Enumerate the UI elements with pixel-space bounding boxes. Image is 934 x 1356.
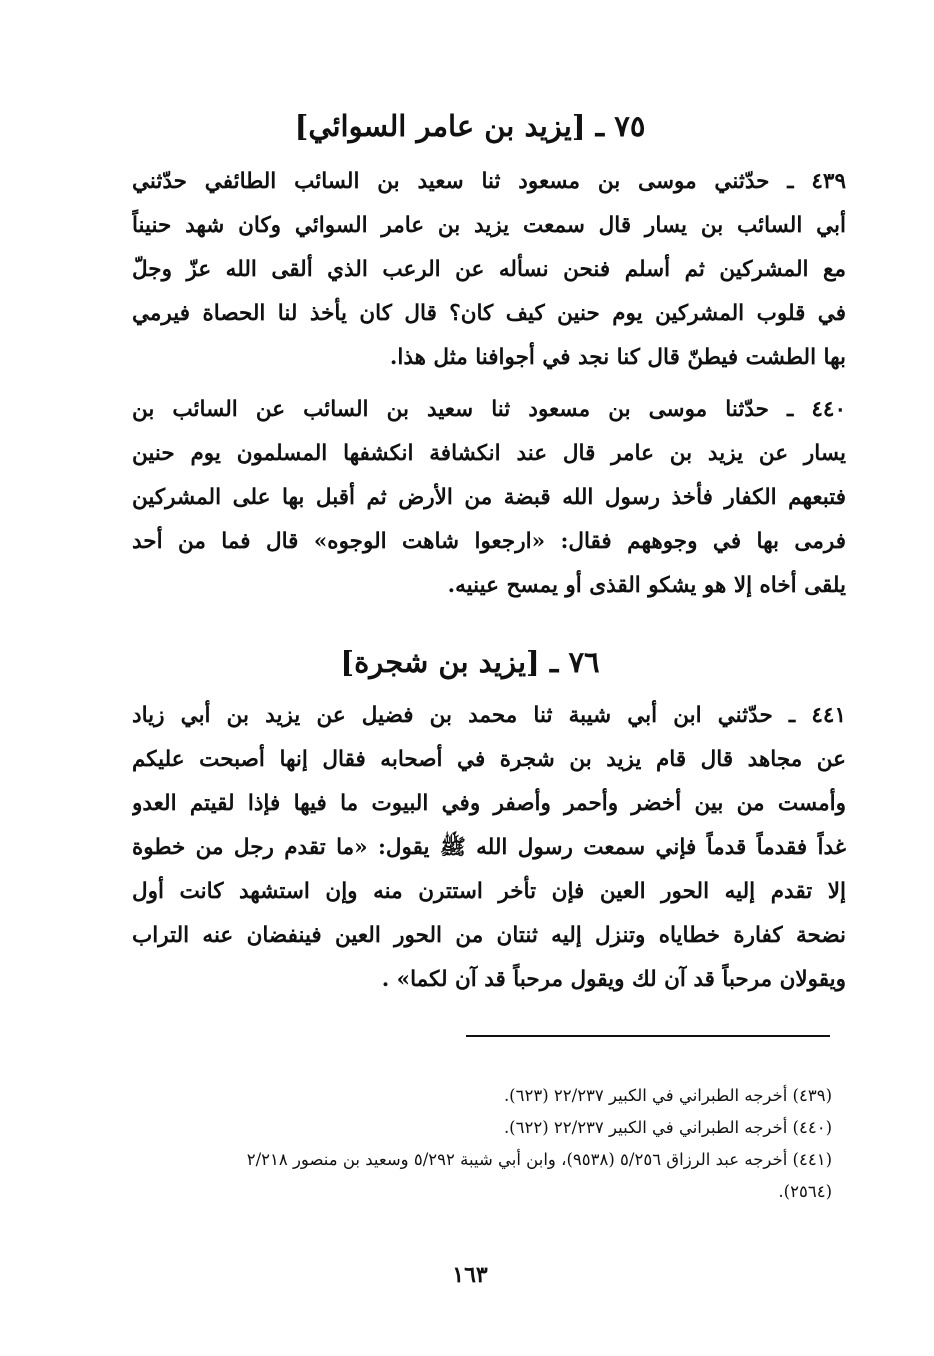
page-number: ١٦٣ <box>452 1262 488 1288</box>
hadith-paragraph <box>132 694 846 1002</box>
footnote: (٤٤١) أخرجه عبد الرزاق ٥/٢٥٦ (٩٥٣٨)، وابن أبي شيبة ٥/٢٩٢ وسعيد بن منصور ٢/٢١٨ <box>246 1150 832 1169</box>
text-line: إلا تقدم إليه الحور العين فإن تأخر استترن منه وإن استشهد كانت أول <box>132 879 846 904</box>
text-line: وأمست من بين أخضر وأحمر وأصفر وفي البيوت ما فيها فإذا لقيتم العدو <box>132 791 846 816</box>
text-line: فتبعهم الكفار فأخذ رسول الله قبضة من الأرض ثم أقبل بها على المشركين <box>132 485 846 510</box>
text-line: ويقولان مرحباً قد آن لك ويقول مرحباً قد آن لكما» . <box>381 967 846 992</box>
footnote: (٤٣٩) أخرجه الطبراني في الكبير ٢٢/٢٣٧ (٦٢٣). <box>503 1086 832 1105</box>
text-line: فرمى بها في وجوههم فقال: «ارجعوا شاهت الوجوه» قال فما من أحد <box>132 529 846 554</box>
hadith-paragraph <box>132 388 846 608</box>
text-line: عن مجاهد قال قام يزيد بن شجرة في أصحابه فقال إنها أصبحت عليكم <box>132 747 846 772</box>
text-line: أبي السائب بن يسار قال سمعت يزيد بن عامر السوائي وكان شهد حنيناً <box>132 213 846 238</box>
text-line: يلقى أخاه إلا هو يشكو القذى أو يمسح عينيه. <box>447 573 846 598</box>
footnote: (٢٥٦٤). <box>778 1182 832 1201</box>
footnote-separator <box>466 1035 830 1037</box>
hadith-paragraph <box>132 160 846 380</box>
section-heading: ٧٥ ـ [يزيد بن عامر السوائي] <box>294 109 646 143</box>
text-line: ٤٤٠ ـ حدّثنا موسى بن مسعود ثنا سعيد بن السائب عن السائب بن <box>132 397 846 422</box>
text-line: ٤٣٩ ـ حدّثني موسى بن مسعود ثنا سعيد بن السائب الطائفي حدّثني <box>132 169 846 194</box>
text-line: غداً فقدماً قدماً فإني سمعت رسول الله ﷺ يقول: «ما تقدم رجل من خطوة <box>132 835 846 860</box>
text-line: بها الطشت فيطنّ قال كنا نجد في أجوافنا مثل هذا. <box>389 345 846 370</box>
section-heading: ٧٦ ـ [يزيد بن شجرة] <box>340 645 600 679</box>
text-line: ٤٤١ ـ حدّثني ابن أبي شيبة ثنا محمد بن فضيل عن يزيد بن أبي زياد <box>132 703 846 728</box>
footnote: (٤٤٠) أخرجه الطبراني في الكبير ٢٢/٢٣٧ (٦٢٢). <box>503 1118 832 1137</box>
text-line: مع المشركين ثم أسلم فنحن نسأله عن الرعب الذي ألقى الله عزّ وجلّ <box>132 257 846 282</box>
text-line: في قلوب المشركين يوم حنين كيف كان؟ قال كان يأخذ لنا الحصاة فيرمي <box>132 301 846 326</box>
footnotes <box>120 1080 832 1208</box>
text-line: نضحة كفارة خطاياه وتنزل إليه ثنتان من الحور العين فينفضان عنه التراب <box>132 923 846 948</box>
text-line: يسار عن يزيد بن عامر قال عند انكشافة انكشفها المسلمون يوم حنين <box>132 441 846 466</box>
